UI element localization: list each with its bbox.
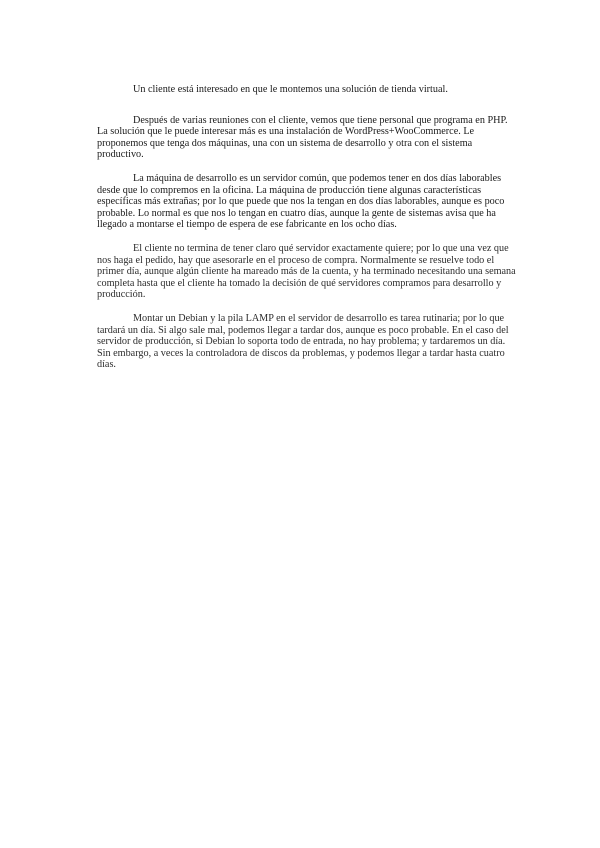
paragraph-installation: Montar un Debian y la pila LAMP en el servidor de desarrollo es tarea rutinaria; por lo que tardará un día. Si algo sale mal, podemos llegar a tardar dos, aunque es poco probable. En el caso del servidor de producción, si Debian lo soporta todo de entrada, no hay problema; y tardaremos un día. Sin embargo, a veces la controladora de discos da problemas, y podemos llegar a tardar hasta cuatro días.: [97, 312, 509, 371]
document-body: [97, 84, 519, 383]
paragraph-purchase: El cliente no termina de tener claro qué servidor exactamente quiere; por lo que una vez que nos haga el pedido, hay que asesorarle en el proceso de compra. Normalmente se resuelve todo el primer día, aunque algún cliente ha mareado más de la cuenta, y ha terminado necesitando una semana completa hasta que el cliente ha tomado la decisión de qué servidores compramos para desarrollo y producción.: [97, 242, 516, 301]
paragraph-solution: Después de varias reuniones con el cliente, vemos que tiene personal que programa en PHP. La solución que le puede interesar más es una instalación de WordPress+WooCommerce. Le proponemos que tenga dos máquinas, una con un sistema de desarrollo y otra con el sistema productivo.: [97, 114, 508, 161]
intro-line: Un cliente está interesado en que le montemos una solución de tienda virtual.: [133, 84, 448, 95]
paragraph-machines: La máquina de desarrollo es un servidor común, que podemos tener en dos días laborables desde que lo compremos en la oficina. La máquina de producción tiene algunas características específicas más extrañas; por lo que puede que nos la tengan en dos días laborables, aunque es poco probable. Lo normal es que nos lo tengan en cuatro días, aunque la gente de sistemas avisa que ha llegado a montarse el tiempo de espera de ese fabricante en los ocho días.: [97, 172, 505, 231]
